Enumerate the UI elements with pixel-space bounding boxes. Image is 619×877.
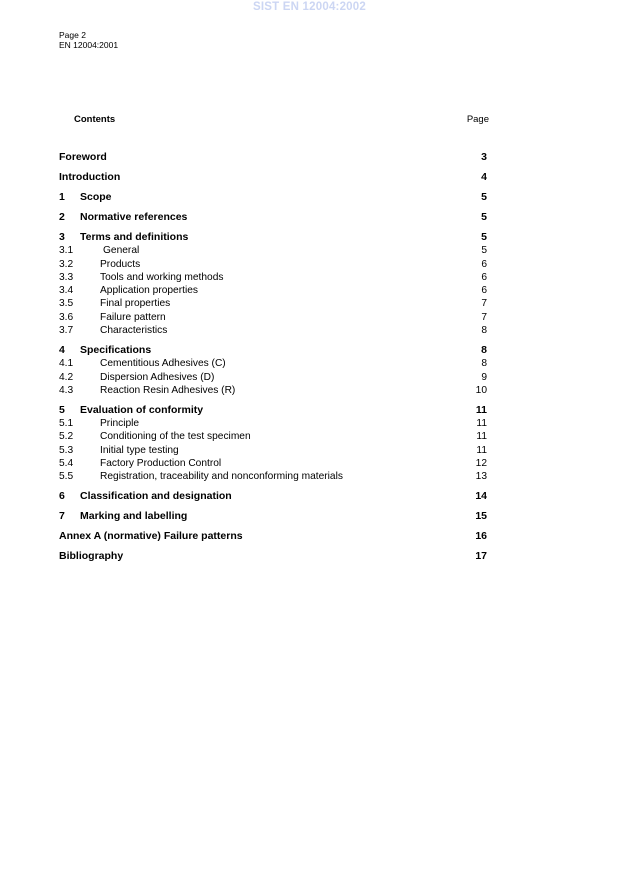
toc-entry-title: Classification and designation	[80, 490, 232, 503]
toc-section-entry[interactable]	[59, 211, 487, 224]
toc-entry-number: 3	[59, 230, 65, 243]
page-header	[59, 30, 118, 50]
toc-entry-page: 5	[481, 190, 487, 203]
toc-entry-number: 6	[59, 490, 65, 503]
toc-entry-number: 2	[59, 210, 65, 223]
toc-entry-page: 16	[475, 530, 487, 543]
toc-entry-title: Bibliography	[59, 550, 124, 563]
toc-subsection-entry[interactable]	[59, 297, 487, 310]
toc-entry-number: 4.1	[59, 358, 74, 370]
toc-entry-page: 5	[481, 210, 487, 223]
toc-entry-number: 5.1	[59, 418, 74, 430]
toc-entry-title: Marking and labelling	[80, 510, 188, 523]
toc-entry-page: 7	[481, 298, 487, 310]
toc-subsection-entry[interactable]	[59, 470, 487, 483]
toc-section-entry[interactable]	[59, 151, 487, 164]
table-of-contents	[59, 151, 487, 564]
toc-subsection-entry[interactable]	[59, 357, 487, 370]
toc-entry-page: 12	[475, 458, 487, 470]
toc-entry-page: 10	[475, 384, 487, 396]
toc-entry-page: 11	[476, 444, 487, 456]
toc-entry-number: 4	[59, 344, 65, 356]
watermark: SIST EN 12004:2002	[253, 1, 366, 13]
toc-entry-title: Foreword	[59, 151, 107, 163]
toc-section-entry[interactable]	[59, 344, 487, 357]
toc-entry-page: 6	[481, 258, 487, 270]
toc-entry-title: Tools and working methods	[100, 271, 224, 283]
toc-entry-title: Products	[100, 258, 141, 270]
toc-section-entry[interactable]	[59, 404, 487, 417]
toc-subsection-entry[interactable]	[59, 444, 487, 457]
toc-entry-title: Annex A (normative) Failure patterns	[59, 530, 243, 543]
toc-entry-title: Initial type testing	[100, 444, 179, 456]
toc-subsection-entry[interactable]	[59, 284, 487, 297]
toc-entry-page: 8	[481, 344, 487, 356]
toc-entry-title: Failure pattern	[100, 311, 166, 323]
toc-section-entry[interactable]	[59, 550, 487, 563]
toc-entry-number: 3.2	[59, 258, 74, 270]
toc-entry-title: Reaction Resin Adhesives (R)	[100, 384, 236, 396]
toc-entry-number: 4.2	[59, 371, 74, 383]
toc-entry-number: 1	[59, 190, 65, 203]
toc-subsection-entry[interactable]	[59, 384, 487, 397]
toc-entry-title: Conditioning of the test specimen	[100, 431, 251, 443]
toc-subsection-entry[interactable]	[59, 457, 487, 470]
toc-entry-page: 6	[481, 285, 487, 297]
toc-entry-number: 3.4	[59, 285, 74, 297]
toc-entry-title: General	[103, 245, 140, 257]
toc-section-entry[interactable]	[59, 191, 487, 204]
toc-subsection-entry[interactable]	[59, 244, 487, 257]
toc-entry-number: 5.2	[59, 431, 74, 443]
toc-entry-page: 8	[481, 358, 487, 370]
toc-section-entry[interactable]	[59, 490, 487, 503]
toc-entry-title: Registration, traceability and nonconforming materials	[100, 471, 343, 483]
standard-id: EN 12004:2001	[59, 40, 119, 50]
toc-entry-title: Principle	[100, 418, 140, 430]
toc-entry-title: Specifications	[80, 344, 152, 356]
toc-entry-number: 3.5	[59, 298, 74, 310]
toc-section-entry[interactable]	[59, 231, 487, 244]
toc-entry-page: 14	[475, 490, 487, 503]
toc-subsection-entry[interactable]	[59, 324, 487, 337]
toc-entry-page: 8	[481, 325, 487, 337]
toc-entry-page: 5	[481, 245, 487, 257]
toc-entry-number: 3.7	[59, 325, 74, 337]
toc-entry-title: Terms and definitions	[80, 230, 189, 243]
toc-entry-number: 7	[59, 510, 65, 523]
toc-entry-page: 15	[475, 510, 487, 523]
contents-heading	[74, 114, 489, 126]
toc-subsection-entry[interactable]	[59, 271, 487, 284]
toc-subsection-entry[interactable]	[59, 311, 487, 324]
toc-entry-page: 5	[481, 230, 487, 243]
toc-entry-number: 5.3	[59, 444, 74, 456]
toc-entry-page: 11	[476, 431, 487, 443]
toc-entry-number: 3.3	[59, 271, 74, 283]
toc-entry-number: 3.1	[59, 245, 74, 257]
toc-entry-page: 6	[481, 271, 487, 283]
page-number: Page 2	[59, 30, 86, 40]
toc-entry-page: 7	[481, 311, 487, 323]
toc-section-entry[interactable]	[59, 171, 487, 184]
toc-entry-title: Evaluation of conformity	[80, 403, 204, 416]
toc-entry-page: 13	[475, 471, 487, 483]
toc-entry-title: Cementitious Adhesives (C)	[100, 358, 226, 370]
contents-title: Contents	[74, 114, 116, 125]
toc-entry-title: Normative references	[80, 210, 188, 223]
toc-entry-number: 5.5	[59, 471, 74, 483]
toc-subsection-entry[interactable]	[59, 417, 487, 430]
toc-entry-number: 3.6	[59, 311, 74, 323]
toc-entry-number: 4.3	[59, 384, 74, 396]
toc-entry-title: Factory Production Control	[100, 458, 222, 470]
toc-subsection-entry[interactable]	[59, 371, 487, 384]
toc-entry-page: 3	[481, 151, 487, 163]
toc-entry-title: Characteristics	[100, 325, 168, 337]
toc-subsection-entry[interactable]	[59, 258, 487, 271]
toc-entry-page: 9	[481, 371, 487, 383]
toc-entry-title: Dispersion Adhesives (D)	[100, 371, 215, 383]
toc-entry-title: Application properties	[100, 285, 198, 297]
toc-entry-title: Introduction	[59, 170, 121, 183]
toc-entry-title: Scope	[80, 190, 112, 203]
toc-entry-page: 17	[475, 550, 487, 563]
toc-entry-title: Final properties	[100, 298, 171, 310]
toc-entry-page: 11	[475, 403, 487, 416]
toc-entry-page: 11	[476, 418, 487, 430]
toc-subsection-entry[interactable]	[59, 430, 487, 443]
toc-entry-number: 5.4	[59, 458, 74, 470]
toc-entry-page: 4	[481, 170, 487, 183]
toc-section-entry[interactable]	[59, 510, 487, 523]
page-column-label: Page	[466, 114, 489, 125]
toc-section-entry[interactable]	[59, 530, 487, 543]
toc-entry-number: 5	[59, 403, 65, 416]
